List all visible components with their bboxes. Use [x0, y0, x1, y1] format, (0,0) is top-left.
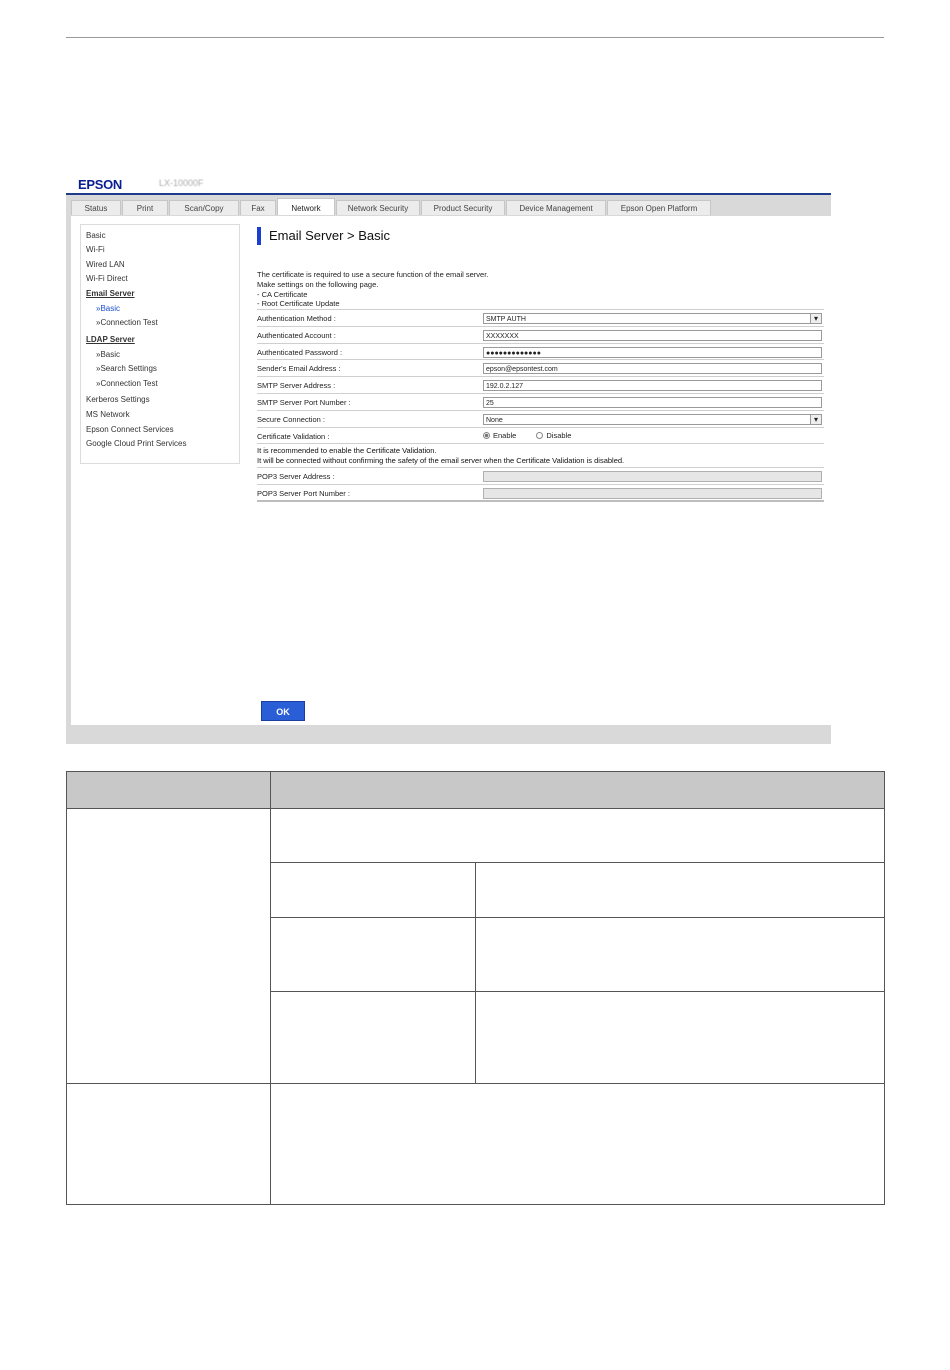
tab-device-management[interactable]: Device Management — [506, 200, 606, 215]
cert-validation-radio-group — [483, 431, 571, 440]
disable-radio[interactable] — [536, 432, 543, 439]
field-label: Sender's Email Address : — [257, 364, 341, 374]
tab-print[interactable]: Print — [122, 200, 168, 215]
tab-fax[interactable]: Fax — [240, 200, 276, 215]
authentication-method-select[interactable]: SMTP AUTH ▾ — [483, 313, 822, 324]
form-row — [257, 411, 824, 428]
pop3-section — [257, 467, 824, 502]
form-row — [257, 468, 824, 485]
intro-line-ca-certificate[interactable]: - CA Certificate — [257, 289, 308, 299]
table-cell — [67, 809, 271, 1084]
ok-button[interactable]: OK — [261, 701, 305, 721]
sidebar-item-basic[interactable]: Basic — [86, 231, 106, 240]
sidebar-item-google-cloud-print-services[interactable]: Google Cloud Print Services — [86, 439, 187, 448]
sender-s-email-address-input[interactable]: epson@epsontest.com — [483, 363, 822, 374]
table-cell — [476, 863, 885, 918]
disable-label: Disable — [546, 430, 572, 440]
tab-scan-copy[interactable]: Scan/Copy — [169, 200, 239, 215]
sidebar-item-wi-fi[interactable]: Wi-Fi — [86, 245, 105, 254]
tab-status[interactable]: Status — [71, 200, 121, 215]
form-row — [257, 428, 824, 445]
sidebar-item-search-settings[interactable]: »Search Settings — [96, 364, 157, 373]
intro-line-root-certificate[interactable]: - Root Certificate Update — [257, 299, 340, 309]
content-area — [71, 216, 831, 725]
sidebar-item-email-server[interactable]: Email Server — [86, 289, 135, 298]
field-label: POP3 Server Port Number : — [257, 488, 350, 498]
smtp-server-port-number-input[interactable]: 25 — [483, 397, 822, 408]
sidebar-item-epson-connect-services[interactable]: Epson Connect Services — [86, 425, 174, 434]
epson-logo: EPSON — [78, 177, 123, 192]
table-cell — [271, 992, 476, 1084]
authenticated-account-input[interactable]: XXXXXXX — [483, 330, 822, 341]
form-row — [257, 394, 824, 411]
page-title: Email Server > Basic — [257, 227, 390, 245]
note-line: It will be connected without confirming the safety of the email server when the Certificate Validation is disabled. — [257, 456, 625, 465]
enable-label: Enable — [493, 430, 517, 440]
settings-form — [257, 309, 824, 444]
sidebar-item-connection-test[interactable]: »Connection Test — [96, 318, 158, 327]
tab-epson-open-platform[interactable]: Epson Open Platform — [607, 200, 711, 215]
table-cell — [476, 992, 885, 1084]
authenticated-password-input[interactable]: ●●●●●●●●●●●●● — [483, 347, 822, 358]
printer-model: LX-10000F — [159, 178, 204, 188]
table-row — [67, 1084, 885, 1205]
form-row — [257, 485, 824, 502]
web-config-screenshot — [66, 168, 831, 744]
tab-network-security[interactable]: Network Security — [336, 200, 420, 215]
description-table — [66, 771, 885, 1205]
table-cell — [271, 1084, 885, 1205]
cert-validation-note — [257, 446, 624, 466]
sidebar-item-basic[interactable]: »Basic — [96, 350, 121, 359]
field-label: SMTP Server Address : — [257, 381, 336, 391]
pop3-port-input — [483, 488, 822, 499]
table-cell — [476, 918, 885, 992]
sidebar — [80, 224, 240, 464]
tab-network[interactable]: Network — [277, 198, 335, 215]
field-label: SMTP Server Port Number : — [257, 397, 351, 407]
table-header-row — [67, 772, 885, 809]
sidebar-item-basic[interactable]: »Basic — [96, 304, 121, 313]
intro-line: Make settings on the following page. — [257, 279, 379, 289]
field-label: Certificate Validation : — [257, 431, 330, 441]
secure-connection-select[interactable]: None ▾ — [483, 414, 822, 425]
table-cell — [271, 809, 885, 863]
table-header-cell — [271, 772, 885, 809]
smtp-server-address-input[interactable]: 192.0.2.127 — [483, 380, 822, 391]
sidebar-item-connection-test[interactable]: »Connection Test — [96, 379, 158, 388]
field-label: POP3 Server Address : — [257, 472, 335, 481]
form-row — [257, 327, 824, 344]
note-line: It is recommended to enable the Certificate Validation. — [257, 446, 437, 455]
table-header-cell — [67, 772, 271, 809]
form-row — [257, 377, 824, 394]
app-frame — [66, 195, 831, 744]
sidebar-item-ms-network[interactable]: MS Network — [86, 410, 130, 419]
table-cell — [67, 1084, 271, 1205]
tab-product-security[interactable]: Product Security — [421, 200, 505, 215]
field-label: Authenticated Account : — [257, 330, 336, 340]
sidebar-item-ldap-server[interactable]: LDAP Server — [86, 335, 135, 344]
sidebar-item-wired-lan[interactable]: Wired LAN — [86, 260, 125, 269]
field-label: Authentication Method : — [257, 314, 336, 323]
table-cell — [271, 863, 476, 918]
field-label: Secure Connection : — [257, 414, 325, 424]
sidebar-item-wi-fi-direct[interactable]: Wi-Fi Direct — [86, 274, 128, 283]
intro-text — [257, 270, 488, 309]
tab-bar — [71, 200, 712, 216]
form-row — [257, 360, 824, 377]
page-top-rule — [66, 37, 884, 38]
sidebar-item-kerberos-settings[interactable]: Kerberos Settings — [86, 395, 150, 404]
form-row — [257, 344, 824, 361]
form-row — [257, 310, 824, 327]
field-label: Authenticated Password : — [257, 347, 343, 357]
enable-radio[interactable] — [483, 432, 490, 439]
table-cell — [271, 918, 476, 992]
intro-line: The certificate is required to use a secure function of the email server. — [257, 270, 489, 279]
table-row — [67, 809, 885, 863]
pop3-address-input — [483, 471, 822, 482]
